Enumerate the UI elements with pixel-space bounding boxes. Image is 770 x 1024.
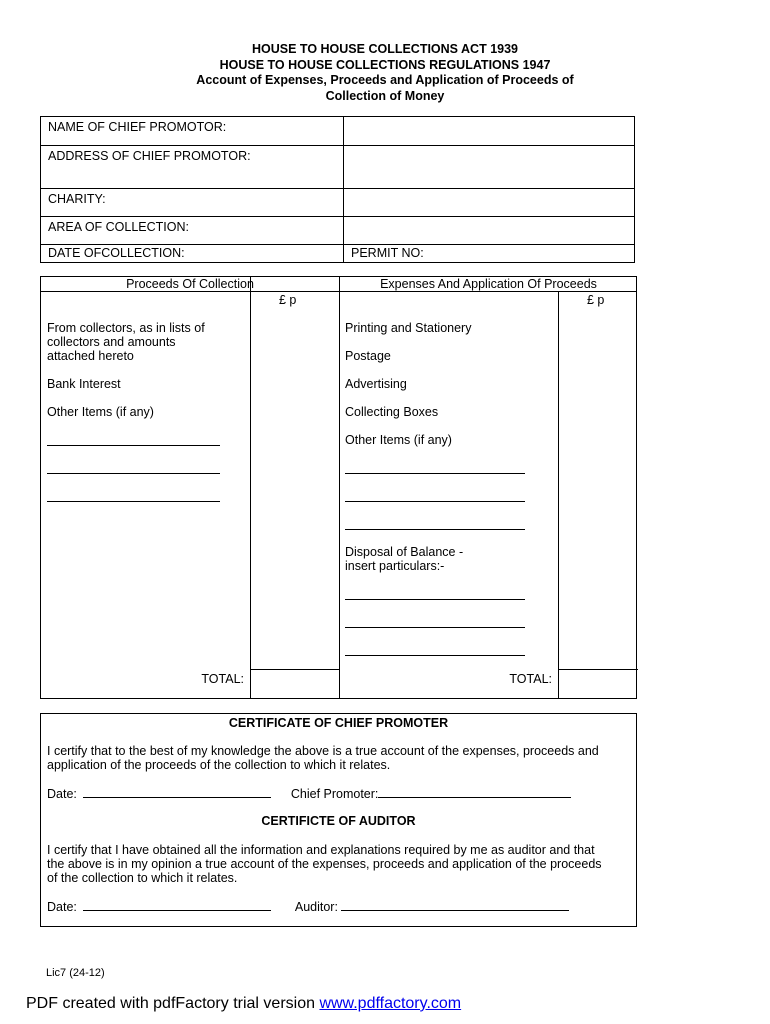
disposal-blank-line[interactable] <box>345 599 525 600</box>
document-title <box>0 42 770 104</box>
title-line-3: Account of Expenses, Proceeds and Application of Proceeds of <box>196 73 574 87</box>
chief-promoter-statement-line-2: application of the proceeds of the collection to which it relates. <box>47 758 391 772</box>
footer-text: PDF created with pdfFactory trial version <box>26 995 320 1012</box>
chief-promotor-address-label: ADDRESS OF CHIEF PROMOTOR: <box>41 146 344 189</box>
title-line-4: Collection of Money <box>325 88 445 103</box>
chief-promoter-date-field[interactable] <box>83 787 271 798</box>
footer-link[interactable]: www.pdffactory.com <box>319 995 462 1012</box>
auditor-certificate-heading: CERTIFICTE OF AUDITOR <box>261 814 416 828</box>
permit-no-label: PERMIT NO: <box>344 245 635 263</box>
area-of-collection-label: AREA OF COLLECTION: <box>41 217 344 245</box>
auditor-signature-field[interactable] <box>341 900 569 911</box>
auditor-signature-label: Auditor: <box>294 900 338 914</box>
chief-promotor-address-field[interactable] <box>344 146 635 189</box>
printing-label: Printing and Stationery <box>345 321 472 335</box>
auditor-date-label: Date: <box>47 900 77 914</box>
chief-promoter-statement-line-1: I certify that to the best of my knowledge the above is a true account of the expenses, proceeds and <box>47 744 599 758</box>
expenses-currency: £ p <box>587 293 605 307</box>
disposal-line-1: Disposal of Balance - <box>345 545 464 559</box>
title-line-2: HOUSE TO HOUSE COLLECTIONS REGULATIONS 1947 <box>219 57 551 72</box>
proceeds-heading-rule <box>41 291 339 292</box>
proceeds-other-items-label: Other Items (if any) <box>47 405 154 419</box>
promotor-info-table <box>40 116 635 263</box>
disposal-blank-line[interactable] <box>345 655 525 656</box>
chief-promoter-certificate-heading: CERTIFICATE OF CHIEF PROMOTER <box>228 716 449 730</box>
expenses-amount-divider <box>558 291 559 698</box>
disposal-line-2: insert particulars:- <box>345 559 445 573</box>
expenses-blank-line[interactable] <box>345 473 525 474</box>
auditor-date-row <box>47 900 569 915</box>
expenses-heading-rule <box>339 291 637 292</box>
date-of-collection-label: DATE OFCOLLECTION: <box>41 245 344 263</box>
charity-field[interactable] <box>344 189 635 217</box>
from-collectors-line-3: attached hereto <box>47 349 134 363</box>
title-line-1: HOUSE TO HOUSE COLLECTIONS ACT 1939 <box>251 42 518 56</box>
certificates-box <box>40 713 637 927</box>
chief-promotor-name-field[interactable] <box>344 117 635 146</box>
advertising-label: Advertising <box>345 377 407 391</box>
proceeds-blank-line[interactable] <box>47 501 220 502</box>
from-collectors-line-1: From collectors, as in lists of <box>47 321 205 335</box>
charity-label: CHARITY: <box>41 189 344 217</box>
proceeds-amount-divider <box>250 277 251 698</box>
auditor-statement-line-1: I certify that I have obtained all the information and explanations required by me as auditor and that <box>47 843 595 857</box>
proceeds-expenses-table <box>40 276 637 699</box>
expenses-blank-line[interactable] <box>345 501 525 502</box>
proceeds-blank-line[interactable] <box>47 445 220 446</box>
pdf-footer <box>26 995 461 1013</box>
bank-interest-label: Bank Interest <box>47 377 121 391</box>
chief-promoter-date-label: Date: <box>47 787 77 801</box>
expenses-total-label: TOTAL: <box>509 672 552 686</box>
expenses-blank-line[interactable] <box>345 529 525 530</box>
auditor-statement-line-2: the above is in my opinion a true account of the expenses, proceeds and application of the proceeds <box>47 857 602 871</box>
area-of-collection-field[interactable] <box>344 217 635 245</box>
proceeds-blank-line[interactable] <box>47 473 220 474</box>
auditor-statement-line-3: of the collection to which it relates. <box>47 871 238 885</box>
chief-promoter-date-row <box>47 787 571 802</box>
expenses-other-items-label: Other Items (if any) <box>345 433 452 447</box>
chief-promoter-signature-label: Chief Promoter: <box>290 787 379 801</box>
proceeds-total-label: TOTAL: <box>201 672 244 686</box>
from-collectors-line-2: collectors and amounts <box>47 335 176 349</box>
proceeds-heading: Proceeds Of Collection <box>126 277 254 291</box>
disposal-blank-line[interactable] <box>345 627 525 628</box>
chief-promotor-name-label: NAME OF CHIEF PROMOTOR: <box>41 117 344 146</box>
proceeds-currency: £ p <box>279 293 297 307</box>
chief-promoter-signature-field[interactable] <box>378 787 571 798</box>
postage-label: Postage <box>345 349 391 363</box>
auditor-date-field[interactable] <box>83 900 271 911</box>
column-divider <box>339 277 340 698</box>
collecting-boxes-label: Collecting Boxes <box>345 405 439 419</box>
form-code: Lic7 (24-12) <box>46 967 105 979</box>
proceeds-total-rule <box>250 669 339 670</box>
expenses-heading: Expenses And Application Of Proceeds <box>380 277 597 291</box>
expenses-total-rule <box>558 669 638 670</box>
